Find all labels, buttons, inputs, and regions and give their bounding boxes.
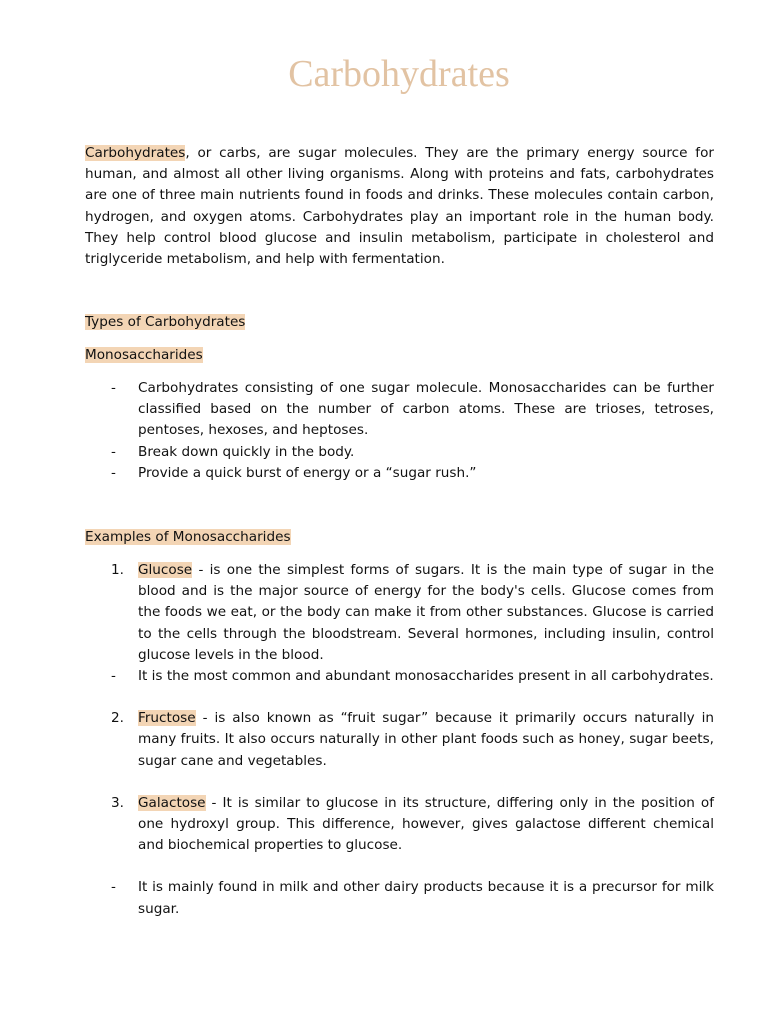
term-fructose: Fructose [138, 710, 196, 727]
list-item-text: - It is similar to glucose in its structure, differing only in the position of one hydroxyl group. This difference, however, gives galactose different chemical and biochemical properties to glucose. [138, 794, 714, 854]
spacer [85, 772, 714, 793]
list-item [85, 463, 714, 484]
intro-term: Carbohydrates [85, 145, 186, 161]
number-marker: 2. [111, 710, 124, 727]
list-item [85, 442, 714, 463]
types-heading [85, 312, 245, 333]
list-item-text: - is one the simplest forms of sugars. It is the main type of sugar in the blood and is the major source of energy for the body's cells. Glucose comes from the foods we eat, or the body can make it from other substances. Glucose is carried to the cells through the bloodstream. Several hormones, including insulin, control glucose levels in the blood. [138, 562, 714, 663]
number-marker: 3. [111, 794, 124, 811]
list-item [85, 877, 714, 919]
spacer [85, 856, 714, 877]
bullet-marker: - [111, 668, 116, 685]
intro-text: , or carbs, are sugar molecules. They are the primary energy source for human, and almost all other living organisms. Along with proteins and fats, carbohydrates are one of three main nutrients found in foods and drinks. These molecules contain carbon, hydrogen, and oxygen atoms. Carbohydrates play an important role in the human body. They help control blood glucose and insulin metabolism, participate in cholesterol and triglyceride metabolism, and help with fermentation. [85, 145, 714, 268]
bullet-marker: - [111, 443, 116, 460]
mono-heading-text: Monosaccharides [85, 347, 203, 363]
bullet-marker: - [111, 464, 116, 481]
types-heading-text: Types of Carbohydrates [85, 314, 246, 330]
list-item [85, 666, 714, 687]
mono-heading [85, 345, 203, 366]
bullet-marker: - [111, 380, 116, 396]
list-item-text: It is mainly found in milk and other dairy products because it is a precursor for milk sugar. [138, 879, 714, 917]
page-title: Carbohydrates [288, 53, 510, 95]
list-item-text: Provide a quick burst of energy or a “sugar rush.” [138, 464, 477, 481]
intro-paragraph [85, 143, 714, 270]
mono-bullet-list [85, 378, 714, 484]
bullet-marker: - [111, 879, 116, 896]
list-item-text: Break down quickly in the body. [138, 443, 355, 460]
term-galactose: Galactose [138, 794, 206, 811]
examples-list [85, 560, 714, 920]
examples-heading-text: Examples of Monosaccharides [85, 529, 291, 545]
spacer [85, 687, 714, 708]
list-item-text: Carbohydrates consisting of one sugar molecule. Monosaccharides can be further classified based on the number of carbon atoms. These are trioses, tetroses, pentoses, hexoses, and heptoses. [138, 380, 714, 439]
list-item-text: It is the most common and abundant monosaccharides present in all carbohydrates. [138, 668, 714, 685]
list-item-glucose [85, 560, 714, 666]
list-item-galactose [85, 793, 714, 857]
list-item-fructose [85, 708, 714, 772]
number-marker: 1. [111, 562, 124, 578]
list-item-text: - is also known as “fruit sugar” because it primarily occurs naturally in many fruits. It also occurs naturally in other plant foods such as honey, sugar beets, sugar cane and vegetables. [138, 710, 714, 769]
list-item [85, 378, 714, 442]
examples-heading [85, 527, 291, 548]
term-glucose: Glucose [138, 562, 193, 578]
